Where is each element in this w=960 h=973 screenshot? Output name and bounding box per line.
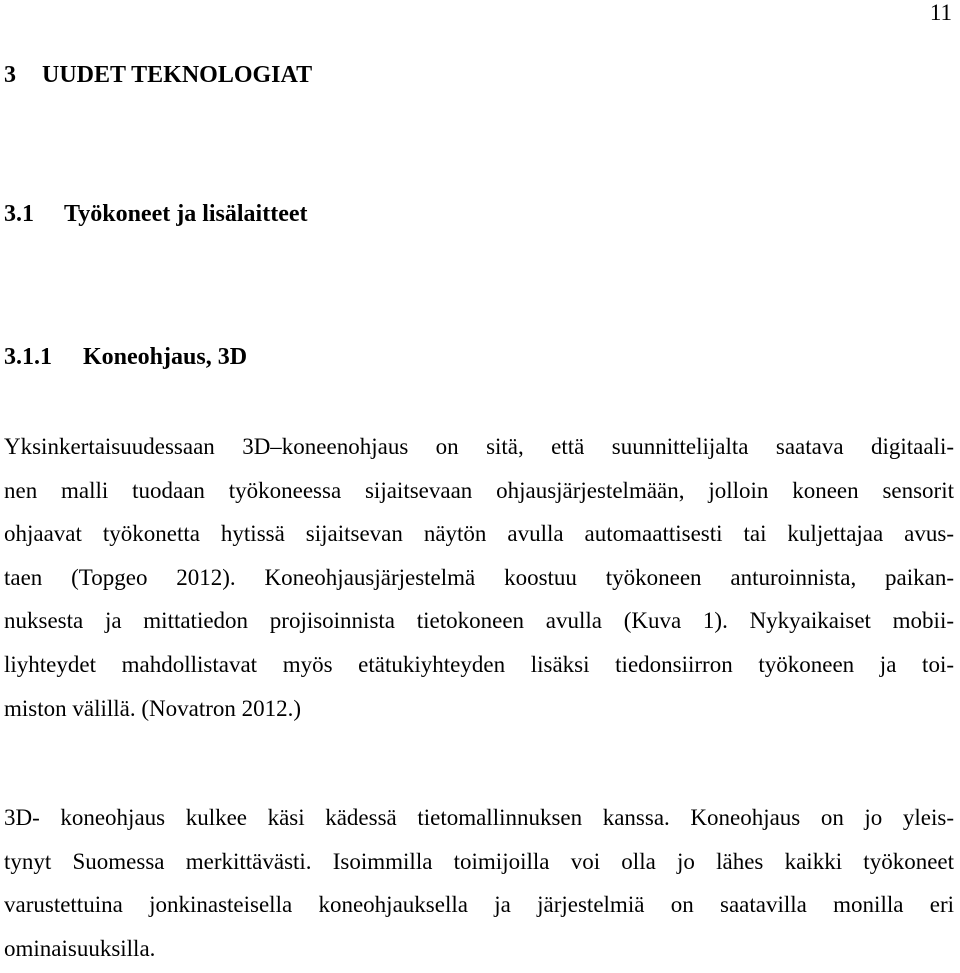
paragraph-line: nen malli tuodaan työkoneessa sijaitsevaan ohjausjärjestelmään, jolloin koneen sensorit: [4, 477, 954, 503]
paragraph-tietomallinnus: [4, 796, 954, 970]
paragraph-koneohjaus-intro: [4, 425, 954, 730]
subsection-heading: [4, 342, 247, 372]
page-number: 11: [929, 0, 952, 25]
section-title: Työkoneet ja lisälaitteet: [64, 201, 308, 227]
paragraph-line: ohjaavat työkonetta hytissä sijaitsevan näytön avulla automaattisesti tai kuljettajaa avus-: [4, 521, 954, 547]
paragraph-line: nuksesta ja mittatiedon projisoinnista tietokoneen avulla (Kuva 1). Nykyaikaiset mobii-: [4, 608, 954, 634]
subsection-title: Koneohjaus, 3D: [83, 344, 248, 370]
section-number: 3.1: [4, 201, 34, 227]
paragraph-line: tynyt Suomessa merkittävästi. Isoimmilla toimijoilla voi olla jo lähes kaikki työkoneet: [4, 848, 954, 874]
paragraph-line: 3D- koneohjaus kulkee käsi kädessä tietomallinnuksen kanssa. Koneohjaus on jo yleis-: [4, 805, 954, 830]
paragraph-line: Yksinkertaisuudessaan 3D–koneenohjaus on sitä, että suunnittelijalta saatava digitaali-: [4, 434, 954, 459]
paragraph-line: miston välillä. (Novatron 2012.): [4, 695, 302, 721]
chapter-number: 3: [4, 62, 16, 88]
paragraph-line: varustettuina jonkinasteisella koneohjauksella ja järjestelmiä on saatavilla monilla eri: [4, 892, 954, 918]
paragraph-line: ominaisuuksilla.: [4, 935, 156, 961]
section-heading: [4, 199, 308, 229]
chapter-heading: [4, 60, 312, 90]
paragraph-line: taen (Topgeo 2012). Koneohjausjärjestelmä koostuu työkoneen anturoinnista, paikan-: [4, 564, 954, 590]
paragraph-line: liyhteydet mahdollistavat myös etätukiyhteyden lisäksi tiedonsiirron työkoneen ja toi-: [4, 651, 954, 677]
subsection-number: 3.1.1: [4, 344, 52, 370]
chapter-title: UUDET TEKNOLOGIAT: [42, 62, 313, 88]
